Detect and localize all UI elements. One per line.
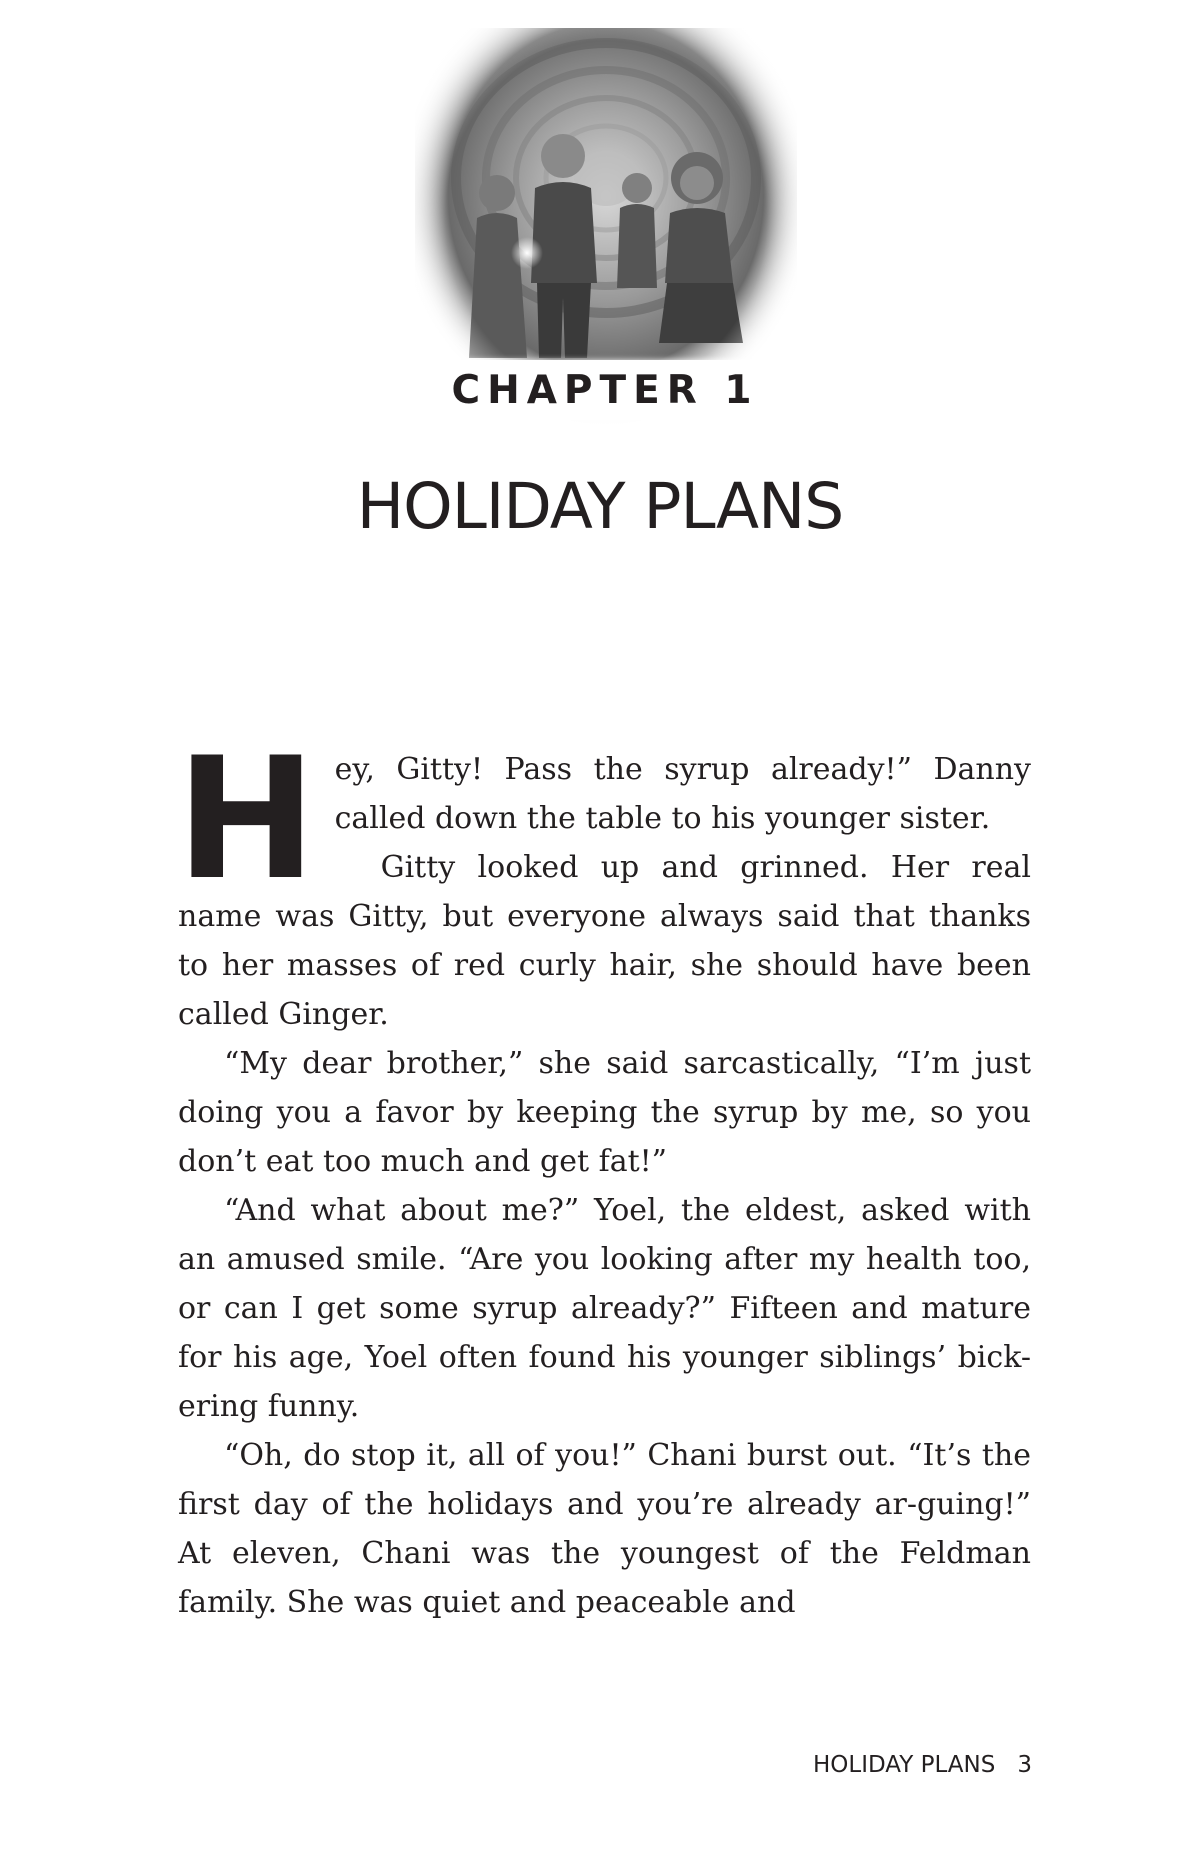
paragraph [176, 721, 1031, 917]
body-text [176, 721, 1031, 1627]
chapter-label-badge [416, 360, 794, 420]
page-number: 3 [1017, 1752, 1032, 1778]
running-head: HOLIDAY PLANS [812, 1752, 996, 1778]
chapter-label: CHAPTER 1 [451, 367, 759, 413]
page-footer [813, 1752, 1032, 1778]
paragraph-text: ey, Gitty! Pass the syrup already!” Danny called down the table to his younger sister. [334, 752, 1031, 836]
paragraph: Gitty looked up and grinned. Her real name was Gitty, but everyone always said that thanks to her masses of red curly hair, she should have been called Ginger. [178, 850, 1031, 1032]
paragraph: “My dear brother,” she said sarcastically, “I’m just doing you a favor by keeping the syrup by me, so you don’t eat too much and get fat!” [178, 1046, 1031, 1179]
paragraph: “Oh, do stop it, all of you!” Chani burst out. “It’s the first day of the holidays and you’re already ar-guing!” At eleven, Chani was the youngest of the Feldman family. She was quiet and peaceable and [178, 1438, 1031, 1620]
paragraph: “And what about me?” Yoel, the eldest, asked with an amused smile. “Are you looking after my health too, or can I get some syrup already?” Fifteen and mature for his age, Yoel often found his younger siblings’ bick-ering funny. [178, 1193, 1031, 1424]
chapter-title: HOLIDAY PLANS [356, 470, 844, 543]
drop-cap: H [176, 721, 317, 917]
